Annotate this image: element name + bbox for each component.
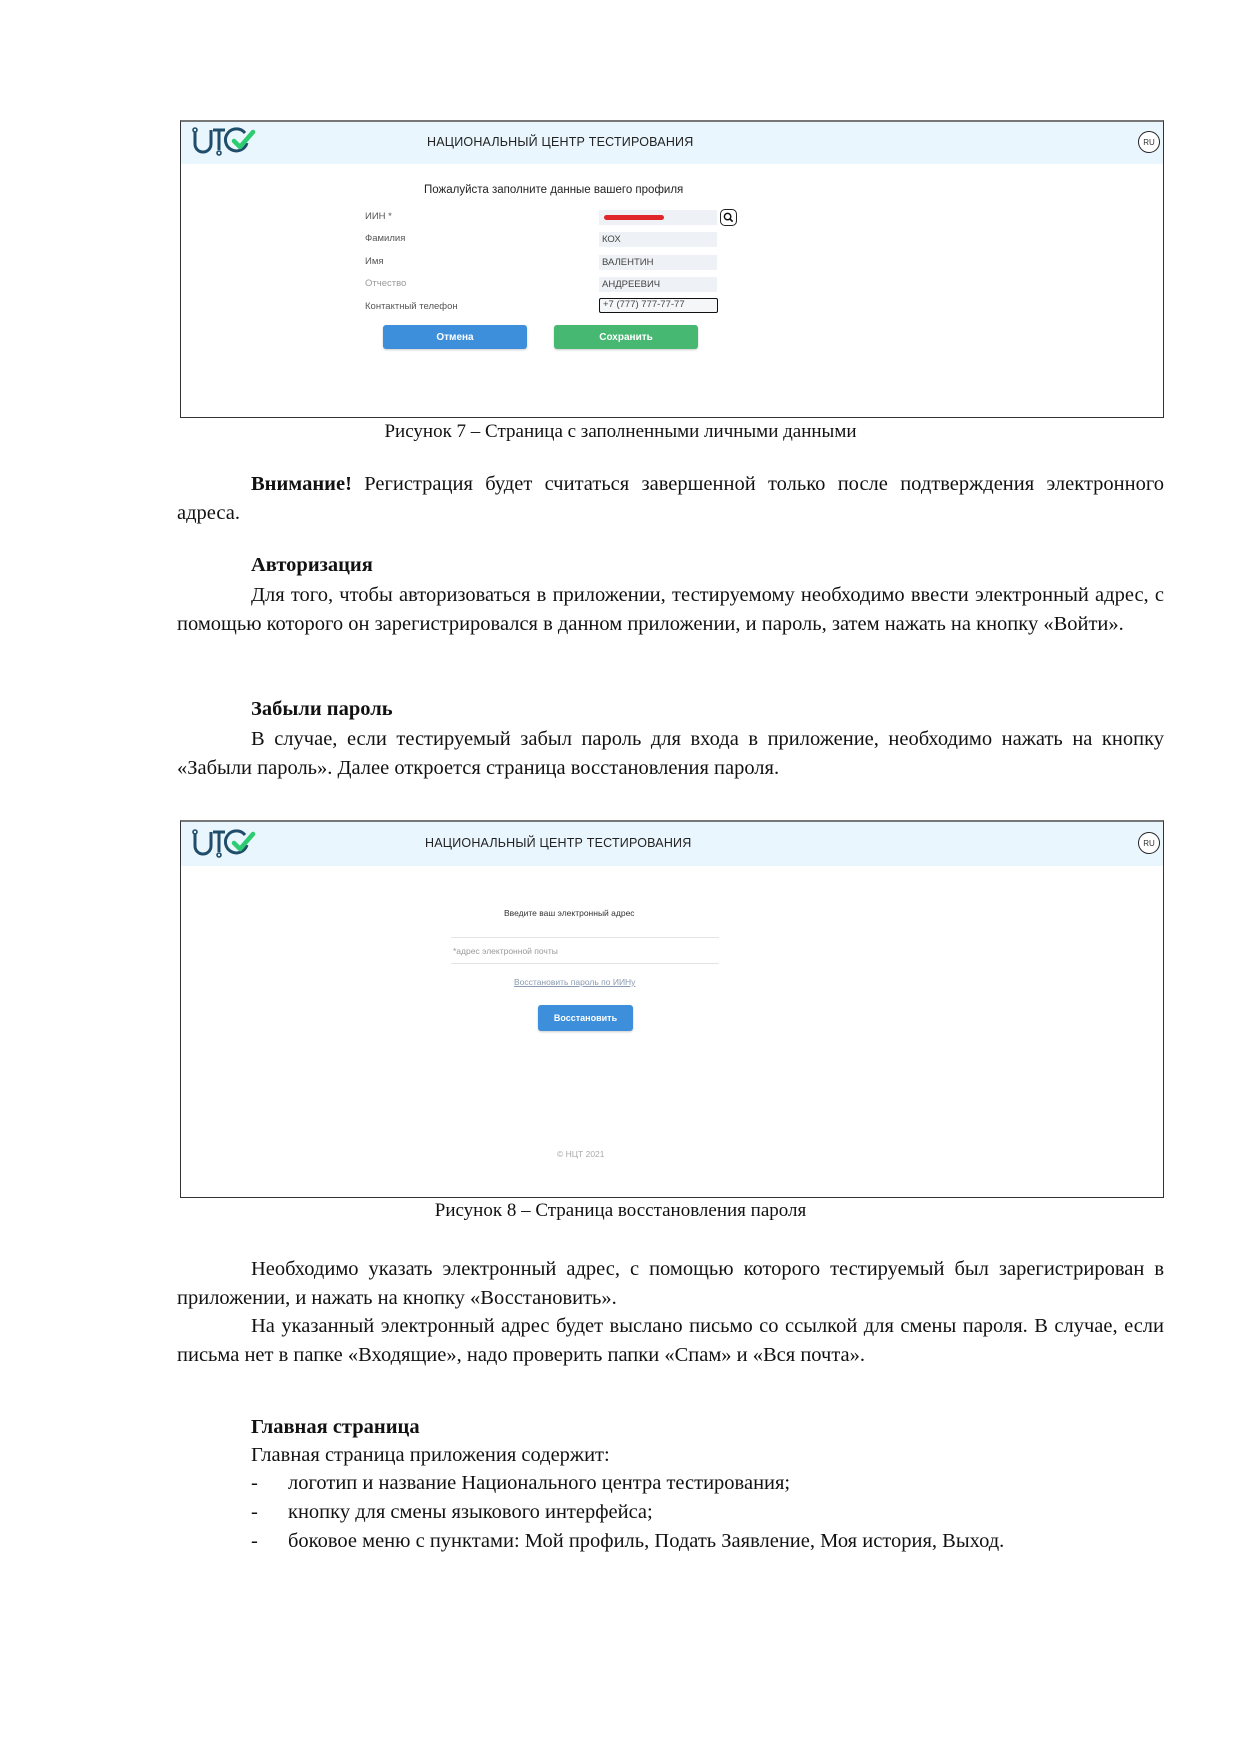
search-icon xyxy=(723,212,734,223)
figure-password-recovery-screenshot xyxy=(180,820,1164,1198)
iin-input[interactable] xyxy=(599,210,717,225)
list-bullet: - xyxy=(251,1501,258,1523)
list-bullet: - xyxy=(251,1530,258,1552)
figure-7-caption: Рисунок 7 – Страница с заполненными личными данными xyxy=(384,421,857,442)
figure-profile-screenshot xyxy=(180,120,1164,418)
app-title: НАЦИОНАЛЬНЫЙ ЦЕНТР ТЕСТИРОВАНИЯ xyxy=(427,135,694,149)
heading-main-page: Главная страница xyxy=(251,1416,420,1438)
email-instruction-paragraph: Необходимо указать электронный адрес, с помощью которого тестируемый был зарегистрирован в приложении, и нажать на кнопку «Восстановить». xyxy=(177,1258,1164,1309)
save-button[interactable]: Сохранить xyxy=(554,325,698,349)
list-bullet: - xyxy=(251,1472,258,1494)
app-header xyxy=(181,122,1163,164)
email-input[interactable]: *адрес электронной почты xyxy=(451,937,719,964)
list-item: - кнопку для смены языкового интерфейса; xyxy=(251,1498,1164,1527)
attention-text: Регистрация будет считаться завершенной только после подтверждения электронного адреса. xyxy=(177,473,1164,524)
language-button[interactable]: RU xyxy=(1138,832,1160,854)
field-label-patronymic: Отчество xyxy=(365,278,407,289)
authorization-paragraph: Для того, чтобы авторизоваться в приложении, тестируемому необходимо ввести электронный адрес, с помощью которого он зарегистрировался в данном приложении, и пароль, затем нажать на кнопку «Войти». xyxy=(177,584,1164,635)
restore-button[interactable]: Восстановить xyxy=(538,1005,633,1031)
app-header xyxy=(181,822,1163,866)
redaction-mark xyxy=(604,215,664,220)
field-label-name: Имя xyxy=(365,256,384,267)
figure-8-caption: Рисунок 8 – Страница восстановления пароля xyxy=(434,1200,807,1221)
app-title: НАЦИОНАЛЬНЫЙ ЦЕНТР ТЕСТИРОВАНИЯ xyxy=(425,836,692,850)
forgot-password-paragraph: В случае, если тестируемый забыл пароль для входа в приложение, необходимо нажать на кнопку «Забыли пароль». Далее откроется страница восстановления пароля. xyxy=(177,728,1164,779)
restore-by-iin-link[interactable]: Восстановить пароль по ИИНу xyxy=(514,977,636,987)
attention-label: Внимание! xyxy=(251,473,352,495)
field-label-phone: Контактный телефон xyxy=(365,301,458,312)
language-button[interactable]: RU xyxy=(1138,131,1160,153)
ncht-logo-icon xyxy=(191,126,261,158)
phone-input[interactable]: +7 (777) 777-77-77 xyxy=(599,298,718,313)
attention-paragraph xyxy=(177,470,1164,527)
patronymic-input[interactable]: АНДРЕЕВИЧ xyxy=(599,277,717,292)
email-prompt: Введите ваш электронный адрес xyxy=(504,908,635,918)
field-label-surname: Фамилия xyxy=(365,233,406,244)
heading-authorization: Авторизация xyxy=(251,554,373,576)
ncht-logo-icon xyxy=(191,828,261,860)
cancel-button[interactable]: Отмена xyxy=(383,325,527,349)
surname-input[interactable]: КОХ xyxy=(599,232,717,247)
list-item: - боковое меню с пунктами: Мой профиль, Подать Заявление, Моя история, Выход. xyxy=(251,1527,1164,1556)
field-label-iin: ИИН * xyxy=(365,211,392,222)
form-heading: Пожалуйста заполните данные вашего профиля xyxy=(424,184,684,196)
email-letter-paragraph: На указанный электронный адрес будет выслано письмо со ссылкой для смены пароля. В случае, если письма нет в папке «Входящие», надо проверить папки «Спам» и «Вся почта». xyxy=(177,1315,1164,1366)
copyright-footer: © НЦТ 2021 xyxy=(557,1149,605,1159)
main-page-intro: Главная страница приложения содержит: xyxy=(251,1444,610,1466)
iin-search-button[interactable] xyxy=(720,209,737,226)
name-input[interactable]: ВАЛЕНТИН xyxy=(599,255,717,270)
heading-forgot-password: Забыли пароль xyxy=(251,698,393,720)
list-item: - логотип и название Национального центра тестирования; xyxy=(251,1469,1164,1498)
